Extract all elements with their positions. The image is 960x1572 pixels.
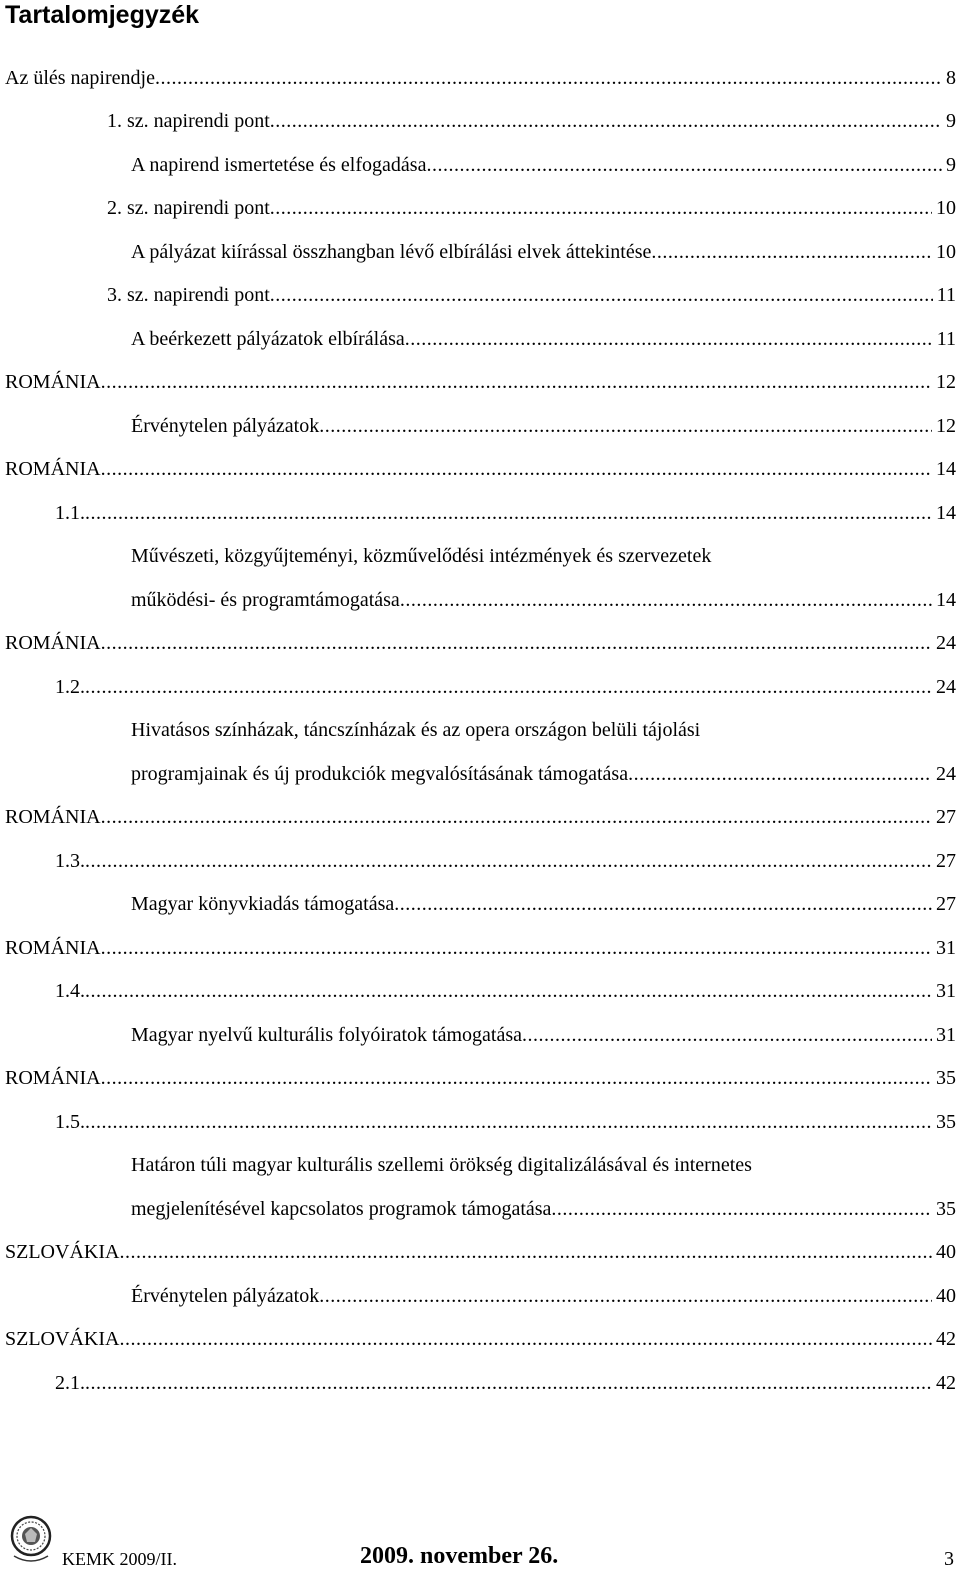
toc-entry-text: Művészeti, közgyűjteményi, közművelődési intézmények és szervezetek: [131, 545, 712, 567]
toc-entry-page: 27: [936, 893, 956, 915]
toc-entry-page: 35: [936, 1198, 956, 1220]
dot-leader: [405, 327, 933, 351]
toc-entry[interactable]: [5, 451, 956, 481]
toc-entry-text: működési- és programtámogatása: [131, 589, 400, 611]
toc-entry-text: ROMÁNIA: [5, 632, 101, 654]
dot-leader: [551, 1197, 932, 1221]
dot-leader: [85, 675, 932, 699]
toc-entry[interactable]: [55, 843, 956, 873]
toc-entry-text: SZLOVÁKIA: [5, 1241, 120, 1263]
toc-entry-text: 1.3.: [55, 850, 85, 872]
toc-entry-page: 35: [936, 1067, 956, 1089]
toc-entry[interactable]: [5, 799, 956, 829]
toc-entry[interactable]: [5, 1321, 956, 1351]
toc-entry-text: 1. sz. napirendi pont: [107, 110, 270, 132]
dot-leader: [400, 588, 932, 612]
dot-leader: [651, 240, 932, 264]
dot-leader: [426, 153, 942, 177]
toc-entry-page: 27: [936, 850, 956, 872]
toc-entry-page: 9: [946, 154, 956, 176]
toc-entry[interactable]: [5, 625, 956, 655]
dot-leader: [85, 849, 932, 873]
toc-entry-page: 9: [946, 110, 956, 132]
toc-entry-text: Magyar nyelvű kulturális folyóiratok támogatása: [131, 1024, 523, 1046]
toc-entry[interactable]: [131, 408, 956, 438]
dot-leader: [101, 457, 932, 481]
toc-entry[interactable]: [5, 364, 956, 394]
toc-entry-page: 12: [936, 415, 956, 437]
toc-entry-text: A pályázat kiírással összhangban lévő elbírálási elvek áttekintése: [131, 241, 652, 263]
toc-entry-text: ROMÁNIA: [5, 806, 101, 828]
toc-entry-text: megjelenítésével kapcsolatos programok támogatása: [131, 1198, 552, 1220]
toc-entry-page: 31: [936, 980, 956, 1002]
toc-entry-text: Érvénytelen pályázatok: [131, 1285, 320, 1307]
toc-entry-text: Határon túli magyar kulturális szellemi örökség digitalizálásával és internetes: [131, 1154, 752, 1176]
toc-entry-text: Érvénytelen pályázatok: [131, 415, 320, 437]
page-title: Tartalomjegyzék: [5, 1, 200, 29]
toc-entry-page: 24: [936, 763, 956, 785]
toc-entry[interactable]: [131, 1017, 956, 1047]
toc-entry-page: 14: [936, 502, 956, 524]
dot-leader: [101, 936, 932, 960]
toc-entry-title-line: [131, 1147, 956, 1177]
toc-entry-page: 14: [936, 458, 956, 480]
toc-entry[interactable]: [5, 1060, 956, 1090]
toc-entry-text: ROMÁNIA: [5, 1067, 101, 1089]
toc-entry[interactable]: [131, 321, 956, 351]
footer-date: 2009. november 26.: [360, 1543, 559, 1569]
seal-logo-icon: [8, 1512, 54, 1564]
dot-leader: [270, 196, 932, 220]
toc-entry-page: 10: [936, 241, 956, 263]
toc-entry-text: Hivatásos színházak, táncszínházak és az opera országon belüli tájolási: [131, 719, 701, 741]
page-footer: [0, 1505, 960, 1572]
toc-entry-text: A napirend ismertetése és elfogadása: [131, 154, 427, 176]
toc-entry-page: 24: [936, 632, 956, 654]
toc-entry-text: programjainak és új produkciók megvalósításának támogatása: [131, 763, 629, 785]
toc-entry-text: 1.1.: [55, 502, 85, 524]
dot-leader: [101, 370, 932, 394]
dot-leader: [85, 501, 932, 525]
toc-entry-title-line: [131, 712, 956, 742]
toc-entry-text: ROMÁNIA: [5, 937, 101, 959]
dot-leader: [319, 1284, 932, 1308]
toc-entry-page: 42: [936, 1328, 956, 1350]
toc-entry[interactable]: [131, 147, 956, 177]
toc-entry-page: 11: [936, 328, 956, 350]
toc-entry-text: Az ülés napirendje: [5, 67, 155, 89]
toc-entry-text: Magyar könyvkiadás támogatása: [131, 893, 395, 915]
dot-leader: [155, 66, 942, 90]
toc-entry-page: 40: [936, 1285, 956, 1307]
toc-entry[interactable]: [5, 930, 956, 960]
dot-leader: [101, 805, 932, 829]
toc-entry[interactable]: [55, 1365, 956, 1395]
toc-entry[interactable]: [131, 886, 956, 916]
toc-entry[interactable]: [131, 234, 956, 264]
toc-entry[interactable]: [131, 1191, 956, 1221]
toc-entry-text: 2.1.: [55, 1372, 85, 1394]
toc-entry-page: 11: [936, 284, 956, 306]
toc-entry-text: A beérkezett pályázatok elbírálása: [131, 328, 405, 350]
toc-entry[interactable]: [55, 1104, 956, 1134]
dot-leader: [85, 979, 932, 1003]
footer-page-number: 3: [944, 1548, 954, 1570]
toc-entry-page: 40: [936, 1241, 956, 1263]
dot-leader: [101, 1066, 932, 1090]
toc-entry[interactable]: [131, 582, 956, 612]
toc-entry[interactable]: [107, 103, 956, 133]
toc-entry[interactable]: [55, 669, 956, 699]
dot-leader: [270, 109, 942, 133]
toc-entry-page: 42: [936, 1372, 956, 1394]
dot-leader: [119, 1240, 932, 1264]
toc-entry-text: SZLOVÁKIA: [5, 1328, 120, 1350]
toc-entry-page: 35: [936, 1111, 956, 1133]
dot-leader: [119, 1327, 932, 1351]
dot-leader: [319, 414, 932, 438]
footer-doc-id: KEMK 2009/II.: [62, 1549, 177, 1569]
toc-entry[interactable]: [131, 1278, 956, 1308]
toc-entry[interactable]: [55, 495, 956, 525]
dot-leader: [85, 1371, 932, 1395]
dot-leader: [101, 631, 932, 655]
toc-entry-page: 14: [936, 589, 956, 611]
dot-leader: [628, 762, 932, 786]
toc-entry[interactable]: [131, 756, 956, 786]
toc-entry[interactable]: [107, 277, 956, 307]
toc-entry-text: 2. sz. napirendi pont: [107, 197, 270, 219]
toc-entry-text: 1.2.: [55, 676, 85, 698]
toc-entry-page: 12: [936, 371, 956, 393]
toc-entry-text: ROMÁNIA: [5, 458, 101, 480]
toc-entry-page: 31: [936, 937, 956, 959]
dot-leader: [522, 1023, 932, 1047]
toc-entry-page: 24: [936, 676, 956, 698]
dot-leader: [394, 892, 932, 916]
toc-entry-text: 1.4.: [55, 980, 85, 1002]
toc-entry[interactable]: [5, 60, 956, 90]
toc-entry-text: ROMÁNIA: [5, 371, 101, 393]
toc-entry-text: 1.5.: [55, 1111, 85, 1133]
toc-entry[interactable]: [5, 1234, 956, 1264]
toc-entry[interactable]: [55, 973, 956, 1003]
toc-entry[interactable]: [107, 190, 956, 220]
toc-entry-text: 3. sz. napirendi pont: [107, 284, 270, 306]
dot-leader: [270, 283, 933, 307]
toc-entry-page: 27: [936, 806, 956, 828]
dot-leader: [85, 1110, 932, 1134]
toc-entry-title-line: [131, 538, 956, 568]
toc-entry-page: 31: [936, 1024, 956, 1046]
toc-entry-page: 10: [936, 197, 956, 219]
toc-entry-page: 8: [946, 67, 956, 89]
